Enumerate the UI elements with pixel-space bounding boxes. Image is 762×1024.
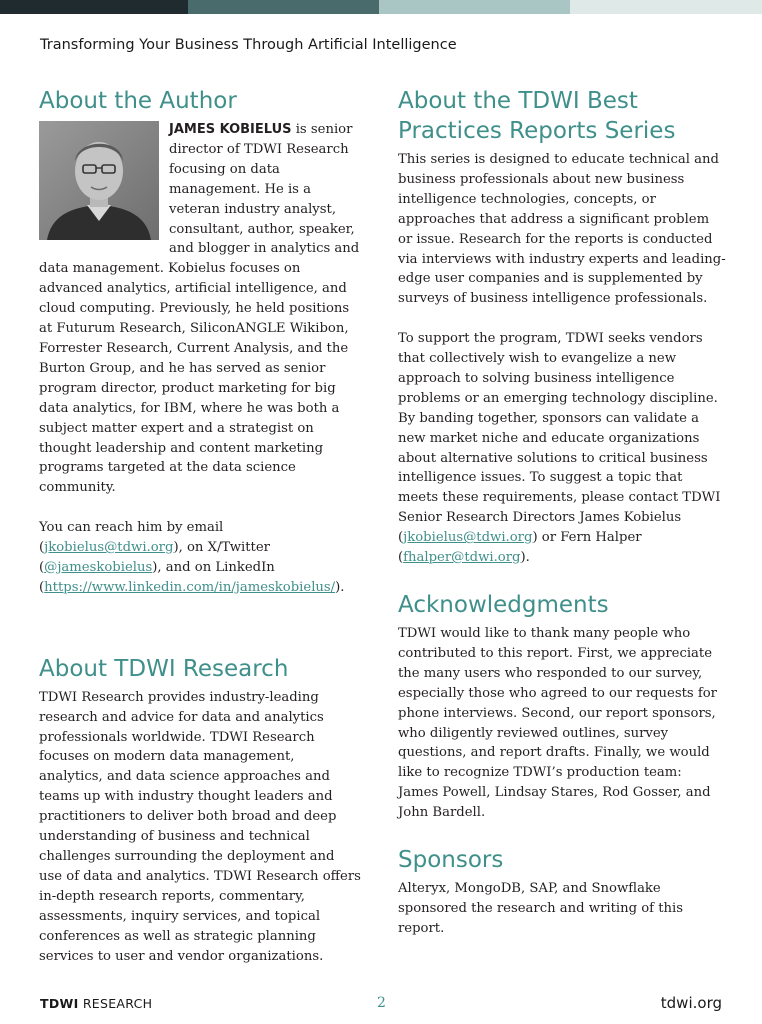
footer-brand-rest: RESEARCH	[78, 996, 153, 1011]
spacer	[398, 568, 726, 590]
about-tdwi-body: TDWI Research provides industry-leading research and advice for data and analytics professionals worldwide. TDWI Research focuses on modern data management, analytics, and data science approaches and teams up with industry thought leaders and practitioners to deliver both broad and deep understanding of business and technical challenges surrounding the deployment and use of data and analytics. TDWI Research offers in-depth research reports, commentary, assessments, inquiry services, and topical conferences as well as strategic planning services to user and vendor organizations.	[39, 689, 361, 964]
spacer	[398, 823, 726, 845]
series-text: To support the program, TDWI seeks vendors that collectively wish to evangelize a new approach to solving business intelligence problems or an emerging technology discipline. By banding together, sponsors can validate a new market niche and educate organizations about alternative solutions to critical business intelligence issues. To suggest a topic that meets these requirements, please contact TDWI Senior Research Directors James Kobielus (	[398, 331, 721, 546]
contact-text: ).	[335, 579, 345, 595]
page-footer	[40, 996, 722, 1014]
series-heading: About the TDWI Best Practices Reports Series	[398, 88, 676, 144]
left-column	[39, 86, 361, 966]
footer-brand-bold: TDWI	[40, 996, 79, 1011]
sponsors-heading: Sponsors	[398, 847, 504, 874]
color-bar-segment	[379, 0, 570, 14]
author-contact	[39, 518, 361, 598]
top-color-bar	[0, 0, 762, 14]
series-para-1: This series is designed to educate technical and business professionals about new business intelligence technologies, concepts, or approaches that address a significant problem or issue. Research for the reports is conducted via interviews with industry experts and leading-edge user companies and is supplemented by surveys of business intelligence professionals.	[398, 152, 726, 307]
right-column	[398, 86, 726, 939]
author-portrait-image	[39, 121, 159, 240]
page-number: 2	[377, 995, 386, 1011]
running-title: Transforming Your Business Through Artificial Intelligence	[40, 37, 457, 53]
contact-text: ), on X/Twitter (	[39, 540, 270, 575]
kobielus-email-link[interactable]: jkobielus@tdwi.org	[403, 530, 533, 546]
author-name: JAMES KOBIELUS	[169, 122, 292, 137]
about-tdwi-heading: About TDWI Research	[39, 655, 289, 682]
color-bar-segment	[570, 0, 762, 14]
series-para-2	[398, 329, 726, 568]
author-email-link[interactable]: jkobielus@tdwi.org	[44, 540, 174, 556]
color-bar-segment	[188, 0, 379, 14]
author-photo	[39, 121, 159, 240]
about-author-heading: About the Author	[39, 88, 237, 114]
series-text: ).	[520, 550, 530, 566]
acknowledgments-body: TDWI would like to thank many people who contributed to this report. First, we appreciate the many users who responded to our survey, especially those who agreed to our requests for phone interviews. Second, our report sponsors, who diligently reviewed outlines, survey questions, and report drafts. Finally, we would like to recognize TDWI’s production team: James Powell, Lindsay Stares, Rod Gosser, and John Bardell.	[398, 626, 717, 821]
color-bar-segment	[0, 0, 188, 14]
footer-site-link[interactable]: tdwi.org	[660, 994, 722, 1012]
author-linkedin-link[interactable]: https://www.linkedin.com/in/jameskobielus/	[44, 579, 336, 595]
sponsors-body: Alteryx, MongoDB, SAP, and Snowflake sponsored the research and writing of this report.	[398, 881, 684, 936]
author-twitter-link[interactable]: @jameskobielus	[44, 559, 153, 575]
acknowledgments-heading: Acknowledgments	[398, 592, 609, 619]
contact-text: You can reach him by email (	[39, 520, 224, 556]
halper-email-link[interactable]: fhalper@tdwi.org	[403, 550, 521, 566]
spacer	[39, 598, 361, 654]
footer-brand	[40, 996, 152, 1011]
contact-text: ), and on LinkedIn (	[39, 559, 275, 595]
series-text: ) or Fern Halper (	[398, 530, 642, 566]
author-bio-text: is senior director of TDWI Research focusing on data management. He is a veteran industry analyst, consultant, author, speaker, and blogger in analytics and data management. Kobielus focuses on advanced analytics, artificial intelligence, and cloud computing. Previously, he held positions at Futurum Research, SiliconANGLE Wikibon, Forrester Research, Current Analysis, and the Burton Group, and he has served as senior program director, product marketing for big data analytics, for IBM, where he was both a subject matter expert and a strategist on thought leadership and content marketing programs targeted at the data science community.	[39, 122, 360, 496]
